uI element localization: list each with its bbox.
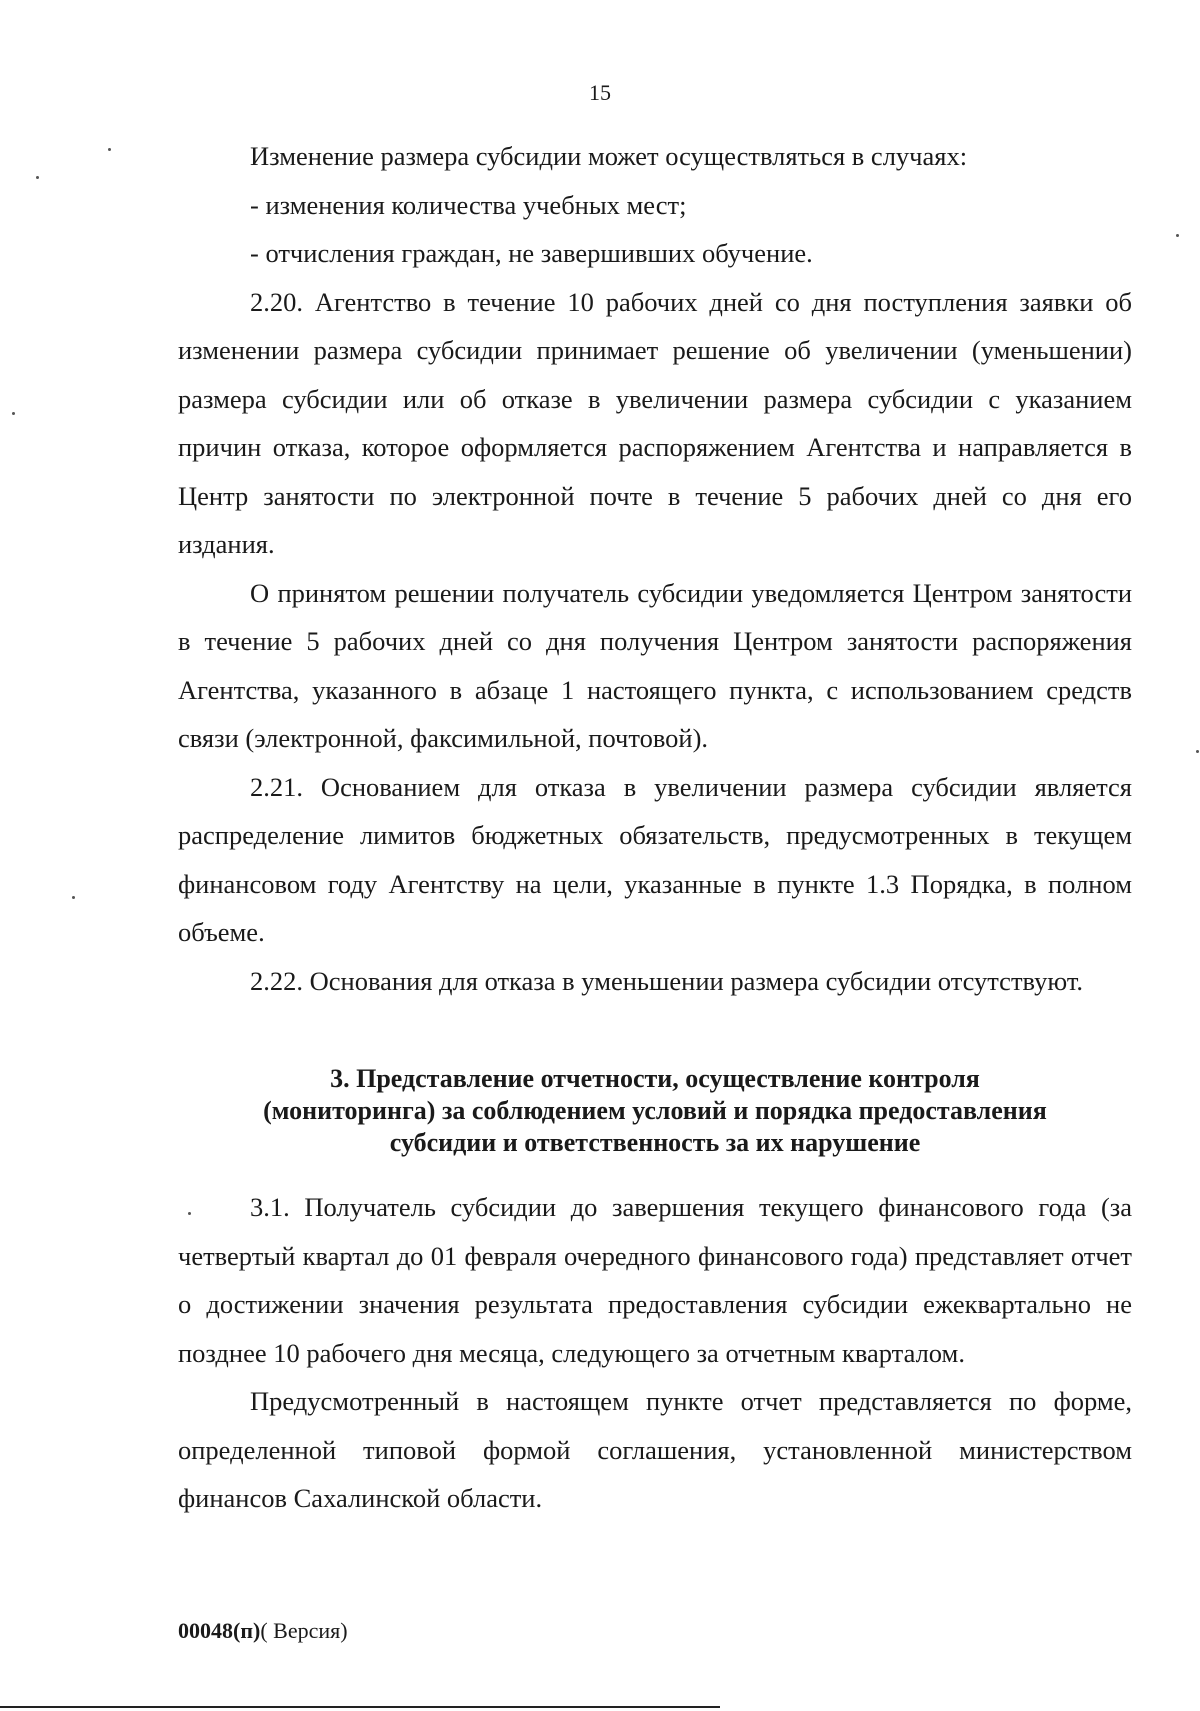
document-code: 00048(п) bbox=[178, 1618, 261, 1643]
section-3-heading bbox=[178, 1063, 1132, 1159]
scan-speck bbox=[108, 148, 111, 151]
document-version: ( Версия) bbox=[260, 1618, 348, 1643]
paragraph-2-20: 2.20. Агентство в течение 10 рабочих дней со дня поступления заявки об изменении размера субсидии принимает решение об увеличении (уменьшении) размера субсидии или об отказе в увеличении размера субсидии с указанием причин отказа, которое оформляется распоряжением Агентства и направляется в Центр занятости по электронной почте в течение 5 рабочих дней со дня его издания. bbox=[178, 286, 1132, 559]
paragraph-3-1: 3.1. Получатель субсидии до завершения текущего финансового года (за четвертый квартал до 01 февраля очередного финансового года) представляет отчет о достижении значения результата предоставления субсидии ежеквартально не позднее 10 рабочего дня месяца, следующего за отчетным кварталом. bbox=[178, 1192, 1132, 1368]
paragraph-intro: Изменение размера субсидии может осуществляться в случаях: bbox=[250, 141, 968, 171]
scan-edge-line bbox=[0, 1706, 720, 1708]
list-item-expulsion: - отчисления граждан, не завершивших обучение. bbox=[250, 238, 813, 268]
paragraph-report-form: Предусмотренный в настоящем пункте отчет представляется по форме, определенной типовой формой соглашения, установленной министерством финансов Сахалинской области. bbox=[178, 1386, 1132, 1513]
page-number: 15 bbox=[589, 80, 611, 105]
paragraph-2-22: 2.22. Основания для отказа в уменьшении размера субсидии отсутствуют. bbox=[250, 965, 1084, 996]
section-3-heading-line-2: (мониторинга) за соблюдением условий и порядка предоставления bbox=[263, 1096, 1047, 1125]
document-body bbox=[178, 132, 1132, 1523]
paragraph-notification: О принятом решении получатель субсидии уведомляется Центром занятости в течение 5 рабочих дней со дня получения Центром занятости распоряжения Агентства, указанного в абзаце 1 настоящего пункта, с использованием средств связи (электронной, факсимильной, почтовой). bbox=[178, 577, 1132, 753]
section-3-heading-line-1: 3. Представление отчетности, осуществление контроля bbox=[330, 1064, 980, 1093]
list-item-places: - изменения количества учебных мест; bbox=[250, 189, 687, 220]
scan-speck bbox=[1176, 234, 1179, 237]
scan-speck bbox=[72, 896, 75, 899]
scan-speck bbox=[36, 176, 39, 179]
section-3-heading-line-3: субсидии и ответственность за их нарушение bbox=[389, 1128, 921, 1157]
paragraph-2-21: 2.21. Основанием для отказа в увеличении размера субсидии является распределение лимитов бюджетных обязательств, предусмотренных в текущем финансовом году Агентству на цели, указанные в пункте 1.3 Порядка, в полном объеме. bbox=[178, 771, 1132, 947]
document-footer-code bbox=[178, 1618, 348, 1644]
scan-speck bbox=[188, 1212, 191, 1215]
scan-speck bbox=[12, 412, 15, 415]
scan-speck bbox=[1196, 750, 1199, 753]
